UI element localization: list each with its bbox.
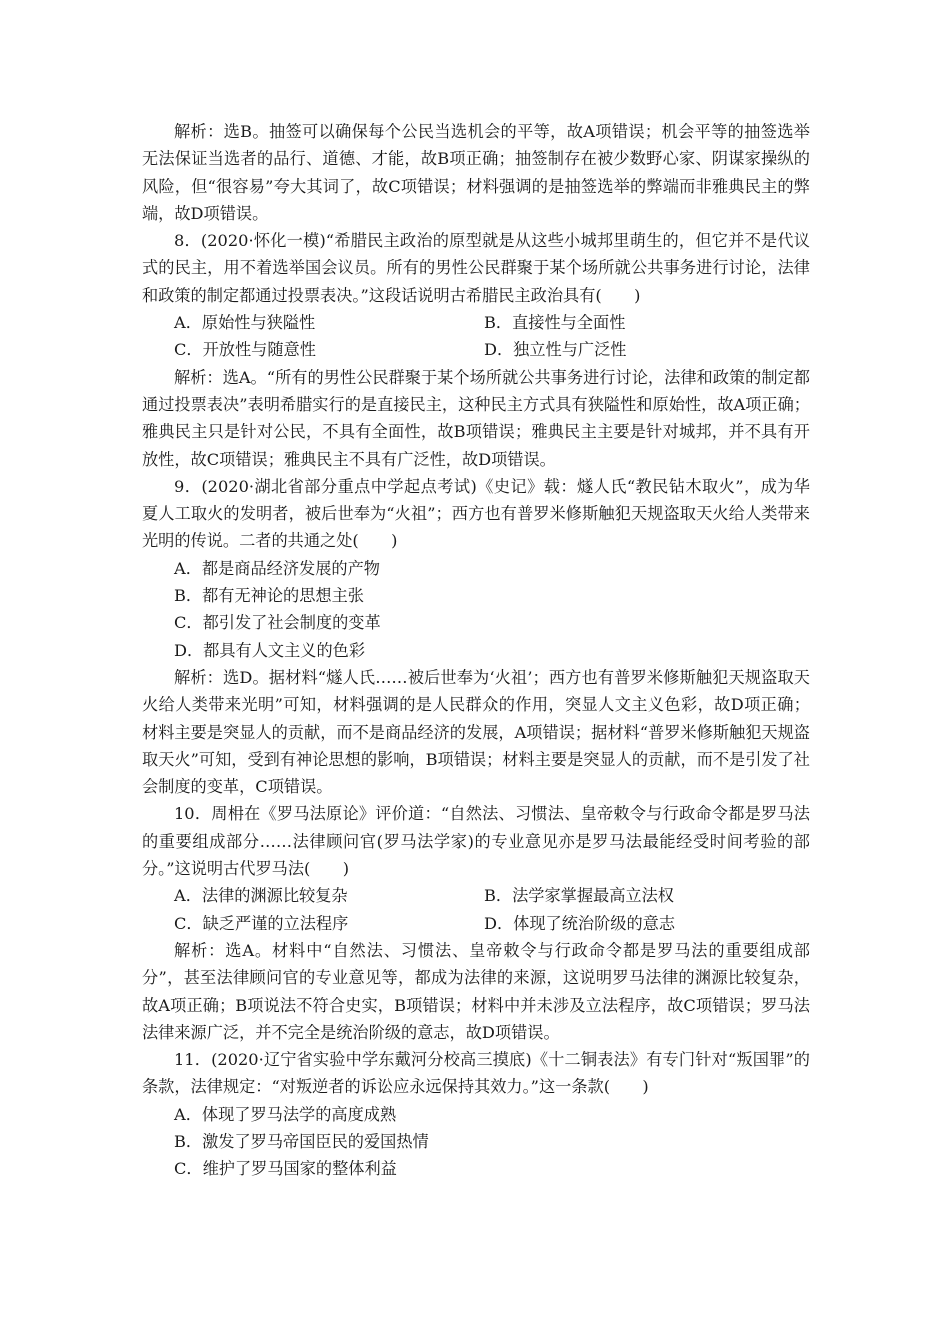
- answer-option: A．法律的渊源比较复杂: [174, 886, 348, 906]
- paragraph: 9．(2020·湖北省部分重点中学起点考试)《史记》载：燧人氏“教民钻木取火”，成为华夏人工取火的发明者，被后世奉为“火祖”；西方也有普罗米修斯触犯天规盗取天火给人类带来光明的传说。二者的共通之处( ): [142, 476, 810, 551]
- answer-option: B．都有无神论的思想主张: [174, 586, 364, 606]
- answer-option: D．独立性与广泛性: [484, 340, 627, 360]
- paragraph: 解析：选A。“所有的男性公民群聚于某个场所就公共事务进行讨论，法律和政策的制定都通过投票表决”表明希腊实行的是直接民主，这种民主方式具有狭隘性和原始性，故A项正确；雅典民主只是针对公民，不具有全面性，故B项错误；雅典民主主要是针对城邦，并不具有开放性，故C项错误；雅典民主不具有广泛性，故D项错误。: [142, 367, 810, 469]
- paragraph: 解析：选D。据材料“燧人氏……被后世奉为‘火祖’；西方也有普罗米修斯触犯天规盗取天火给人类带来光明”可知，材料强调的是人民群众的作用，突显人文主义色彩，故D项正确；材料主要是突显人的贡献，而不是商品经济的发展，A项错误；据材料“普罗米修斯触犯天规盗取天火”可知，受到有神论思想的影响，B项错误；材料主要是突显人的贡献，而不是引发了社会制度的变革，C项错误。: [142, 667, 810, 797]
- answer-option: C．缺乏严谨的立法程序: [174, 913, 349, 933]
- answer-option: C．都引发了社会制度的变革: [174, 613, 381, 633]
- answer-option-row: [142, 309, 810, 336]
- answer-option: C．开放性与随意性: [174, 340, 316, 360]
- answer-option: A．体现了罗马法学的高度成熟: [174, 1104, 397, 1124]
- answer-option-row: [142, 336, 810, 363]
- paragraph: 10．周枏在《罗马法原论》评价道：“自然法、习惯法、皇帝敕令与行政命令都是罗马法的重要组成部分……法律顾问官(罗马法学家)的专业意见亦是罗马法最能经受时间考验的部分。”这说明古代罗马法( ): [142, 804, 810, 879]
- document-body: [142, 118, 810, 1183]
- answer-option: B．直接性与全面性: [484, 313, 626, 333]
- answer-option: D．都具有人文主义的色彩: [174, 640, 366, 660]
- paragraph: 解析：选A。材料中“自然法、习惯法、皇帝敕令与行政命令都是罗马法的重要组成部分”，甚至法律顾问官的专业意见等，都成为法律的来源，这说明罗马法律的渊源比较复杂，故A项正确；B项说法不符合史实，B项错误；材料中并未涉及立法程序，故C项错误；罗马法法律来源广泛，并不完全是统治阶级的意志，故D项错误。: [142, 940, 810, 1042]
- answer-option-row: [142, 882, 810, 909]
- paragraph: 8．(2020·怀化一模)“希腊民主政治的原型就是从这些小城邦里萌生的，但它并不是代议式的民主，用不着选举国会议员。所有的男性公民群聚于某个场所就公共事务进行讨论，法律和政策的制定都通过投票表决。”这段话说明古希腊民主政治具有( ): [142, 231, 810, 305]
- answer-option: A．原始性与狭隘性: [174, 313, 316, 333]
- paragraph: 解析：选B。抽签可以确保每个公民当选机会的平等，故A项错误；机会平等的抽签选举无法保证当选者的品行、道德、才能，故B项正确；抽签制存在被少数野心家、阴谋家操纵的风险，但“很容易”夸大其词了，故C项错误；材料强调的是抽签选举的弊端而非雅典民主的弊端，故D项错误。: [142, 122, 810, 223]
- answer-option: B．法学家掌握最高立法权: [484, 886, 674, 906]
- answer-option: C．维护了罗马国家的整体利益: [174, 1159, 397, 1179]
- answer-option-row: [142, 910, 810, 937]
- answer-option: D．体现了统治阶级的意志: [484, 913, 676, 933]
- paragraph: 11．(2020·辽宁省实验中学东戴河分校高三摸底)《十二铜表法》有专门针对“叛国罪”的条款，法律规定：“对叛逆者的诉讼应永远保持其效力。”这一条款( ): [142, 1050, 810, 1097]
- answer-option: B．激发了罗马帝国臣民的爱国热情: [174, 1131, 429, 1151]
- answer-option: A．都是商品经济发展的产物: [174, 558, 380, 578]
